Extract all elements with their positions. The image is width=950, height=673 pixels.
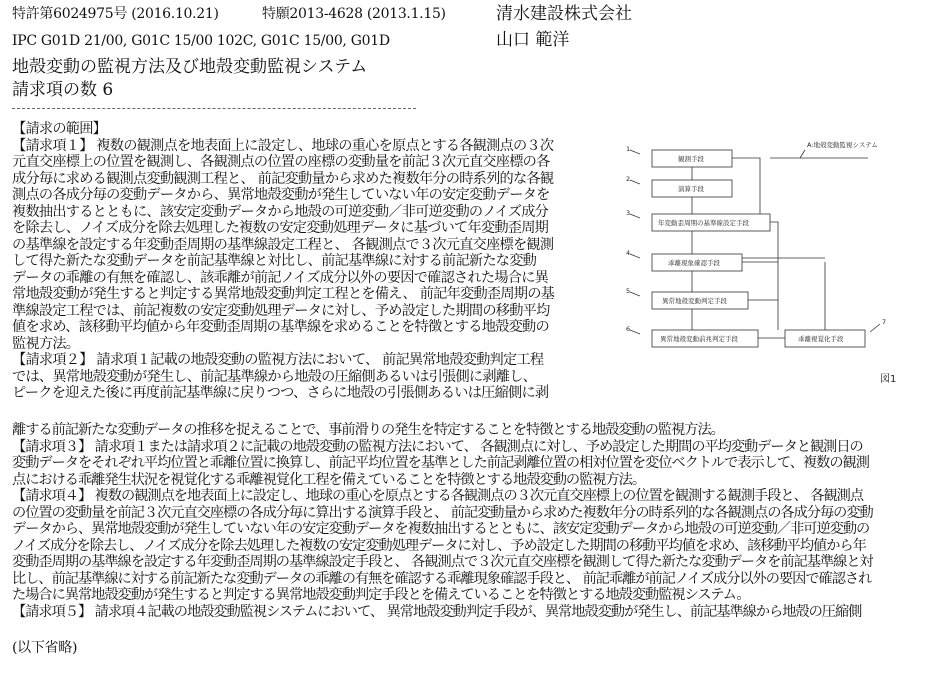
step-number: 4 <box>626 249 631 257</box>
text-line: 【請求の範囲】 <box>12 121 107 137</box>
step-label: 観測手段 <box>678 155 704 163</box>
claim-count: 請求項の数 6 <box>12 80 114 100</box>
text-line: 測点の各成分毎の変動データから、異常地殻変動が発生していない年の安定変動データを <box>12 187 550 203</box>
inventor-name: 山口 範洋 <box>496 30 570 50</box>
step-number: 5 <box>626 287 631 295</box>
text-line: 監視方法。 <box>12 335 80 352</box>
step-label: 演算手段 <box>678 185 704 193</box>
text-line: 点における乖離発生状況を視覚化する乖離視覚化工程を備えていることを特徴とする地殻変動の監視方法。 <box>12 471 646 488</box>
text-line: た場合に異常地殻変動が発生すると判定する異常地殻変動判定手段とを備えていることを特徴とする地殻変動監視システム。 <box>12 587 750 603</box>
system-label-leader <box>800 150 805 158</box>
step-number: 6 <box>626 325 631 333</box>
text-line: データから、異常地殻変動が発生していない年の安定変動データを複数抽出するとともに、該安定変動データから地殻の可逆変動／非可逆変動の <box>12 521 870 537</box>
text-line: 【請求項４】 複数の観測点を地表面上に設定し、地球の重心を原点とする各観測点の３次元直交座標上の位置を観測する観測手段と、 各観測点 <box>12 488 864 504</box>
text-line: して得た新たな変動データを前記基準線と対比し、前記基準線に対する前記新たな変動 <box>12 253 537 269</box>
system-block-diagram <box>600 132 940 392</box>
omission-note: (以下省略) <box>12 640 78 656</box>
text-line: データの乖離の有無を確認し、該乖離が前記ノイズ成分以外の要因で確認された場合に異 <box>12 269 549 286</box>
text-line: 値を求め、該移動平均値から年変動歪周期の基準線を求めることを特徴とする地殻変動の <box>12 319 549 335</box>
applicant-name: 清水建設株式会社 <box>496 4 632 24</box>
step-label: 異常地殻変動前兆判定手段 <box>660 335 738 343</box>
application-number: 特願2013-4628 (2013.1.15) <box>262 6 446 22</box>
text-line: を除去し、ノイズ成分を除去処理した複数の安定変動処理データに基づいて年変動歪周期 <box>12 220 549 236</box>
step-number: 2 <box>626 175 631 183</box>
text-line: 変動データをそれぞれ平均位置と乖離位置に換算し、前記平均位置を基準とした前記剥離位置の相対位置を変位ベクトルで表示して、複数の観測 <box>12 455 869 471</box>
text-line: 比し、前記基準線に対する前記新たな変動データの乖離の有無を確認する乖離現象確認手段と、 前記乖離が前記ノイズ成分以外の要因で確認され <box>12 570 872 587</box>
text-line: 離する前記新たな変動データの推移を捉えることで、事前滑りの発生を特定することを特徴とする地殻変動の監視方法。 <box>12 422 724 438</box>
text-line: ノイズ成分を除去し、ノイズ成分を除去処理した複数の安定変動処理データに対し、予め設定した期間の移動平均値を求め、該移動平均値から年 <box>12 537 866 554</box>
step-label: 年変動歪周期の基準線設定手段 <box>658 219 749 227</box>
text-line: 準線設定工程では、前記複数の安定変動処理データに対し、予め設定した期間の移動平均 <box>12 302 550 319</box>
claims-text-wide <box>12 422 873 620</box>
figure-caption: 図1 <box>880 374 897 385</box>
step-label: 異常地殻変動判定手段 <box>662 297 727 305</box>
text-line: の基準線を設定する年変動歪周期の基準線設定工程と、 各観測点で３次元直交座標を観測 <box>12 236 554 253</box>
ipc-classification: IPC G01D 21/00, G01C 15/00 102C, G01C 15/00, G01D <box>12 33 390 49</box>
step-number: 1 <box>626 145 631 153</box>
claims-text-narrow <box>12 121 554 402</box>
number-leaders <box>630 150 880 334</box>
text-line: 【請求項２】 請求項１記載の地殻変動の監視方法において、 前記異常地殻変動判定工程 <box>12 352 544 368</box>
text-line: 元直交座標上の位置を観測し、各観測点の位置の座標の変動量を前記３次元直交座標の各 <box>12 154 550 170</box>
separator-line <box>12 108 416 109</box>
text-line: の位置の変動量を前記３次元直交座標の各成分毎に算出する演算手段と、 前記変動量から求めた複数年分の時系列的な各観測点の各成分毎の変動 <box>12 504 873 521</box>
step-number: 7 <box>882 318 887 326</box>
step-label: 乖離現象確認手段 <box>668 259 720 267</box>
text-line: では、異常地殻変動が発生し、前記基準線から地殻の圧縮側あるいは引張側に剥離し、 <box>12 368 537 385</box>
text-line: 常地殻変動が発生すると判定する異常地殻変動判定工程とを備え、 前記年変動歪周期の基 <box>12 286 555 302</box>
text-line: 複数抽出するとともに、該安定変動データから地殻の可逆変動／非可逆変動のノイズ成分 <box>12 203 549 220</box>
step-number: 3 <box>626 209 631 217</box>
text-line: ピークを迎えた後に再度前記基準線に戻りつつ、さらに地殻の引張側あるいは圧縮側に剥 <box>12 385 549 401</box>
document-title: 地殻変動の監視方法及び地殻変動監視システム <box>12 57 368 77</box>
step-label: 乖離視覚化手段 <box>798 335 844 343</box>
system-label: A:地殻変動監視システム <box>807 141 878 149</box>
flow-connectors-right <box>732 158 825 338</box>
text-line: 【請求項３】 請求項１または請求項２に記載の地殻変動の監視方法において、 各観測点に対し、予め設定した期間の平均変動データと観測日の <box>12 438 863 455</box>
text-line: 【請求項５】 請求項４記載の地殻変動監視システムにおいて、 異常地殻変動判定手段が、異常地殻変動が発生し、前記基準線から地殻の圧縮側 <box>12 603 862 620</box>
text-line: 成分毎に求める観測点変動観測工程と、 前記変動量から求めた複数年分の時系列的な各観 <box>12 170 554 187</box>
text-line: 【請求項１】 複数の観測点を地表面上に設定し、地球の重心を原点とする各観測点の３次 <box>12 137 554 154</box>
patent-number: 特許第6024975号 (2016.10.21) <box>12 6 219 22</box>
text-line: 変動歪周期の基準線を設定する年変動歪周期の基準線設定手段と、 各観測点で３次元直交座標を観測して得た新たな変動データを前記基準線と対 <box>12 554 873 570</box>
